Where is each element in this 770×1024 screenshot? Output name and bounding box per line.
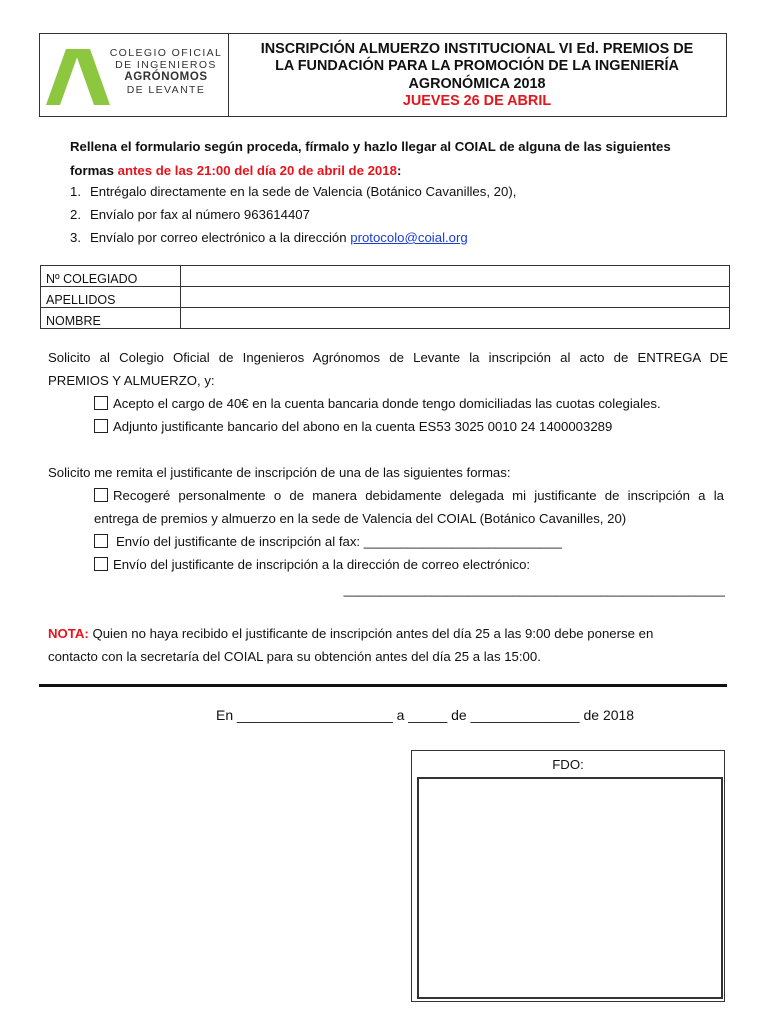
request-line-1: Solicito al Colegio Oficial de Ingenieros Agrónomos de Levante la inscripción al acto de ENTREGA DE: [48, 350, 728, 365]
nota-text-1: Quien no haya recibido el justificante de inscripción antes del día 25 a las 9:00 debe ponerse en: [88, 626, 654, 641]
pickup-option: [94, 484, 724, 507]
charge-checkbox[interactable]: [94, 396, 108, 410]
logo-line-2: DE INGENIEROS: [115, 59, 217, 72]
page-title: [234, 41, 720, 111]
attach-receipt-label: Adjunto justificante bancario del abono en la cuenta ES53 3025 0010 24 1400003289: [113, 419, 613, 434]
request-paragraph: [48, 346, 728, 392]
list-item-number: 1.: [70, 184, 81, 199]
attach-receipt-checkbox[interactable]: [94, 419, 108, 433]
apellidos-field[interactable]: [181, 287, 730, 308]
pickup-checkbox[interactable]: [94, 488, 108, 502]
logo-line-3: AGRÓNOMOS: [124, 71, 208, 84]
list-item-text: Envíalo por fax al número 963614407: [90, 207, 310, 222]
nota-line-2: contacto con la secretaría del COIAL para su obtención antes del día 25 a las 15:00.: [48, 649, 541, 664]
intro-text: [70, 135, 730, 183]
header-divider: [228, 33, 229, 117]
fax-option: [94, 530, 724, 553]
list-item: [70, 226, 730, 249]
logo-mark-left: [46, 49, 80, 105]
list-item: [70, 180, 730, 203]
logo-text: [105, 47, 227, 96]
fax-checkbox[interactable]: [94, 534, 108, 548]
email-option-label: Envío del justificante de inscripción a la dirección de correo electrónico:: [113, 557, 531, 572]
request-line-2: PREMIOS Y ALMUERZO, y:: [48, 373, 215, 388]
table-row: [41, 266, 730, 287]
receipt-intro: Solicito me remita el justificante de inscripción de una de las siguientes formas:: [48, 465, 511, 480]
title-line-3: AGRONÓMICA 2018: [408, 75, 546, 92]
table-row: [41, 308, 730, 329]
intro-line-1: Rellena el formulario según proceda, fírmalo y hazlo llegar al COIAL de alguna de las siguientes: [70, 139, 671, 154]
list-item: [70, 203, 730, 226]
pickup-option-line-2: entrega de premios y almuerzo en la sede de Valencia del COIAL (Botánico Cavanilles, 20): [94, 511, 627, 526]
section-divider: [39, 684, 727, 687]
intro-line-2-end: :: [396, 163, 402, 178]
intro-line-2-start: formas: [70, 163, 118, 178]
logo-line-4: DE LEVANTE: [126, 83, 206, 96]
apellidos-label: APELLIDOS: [41, 287, 181, 308]
charge-option-label: Acepto el cargo de 40€ en la cuenta bancaria donde tengo domiciliadas las cuotas colegiales.: [113, 396, 661, 411]
signature-field[interactable]: [417, 777, 723, 999]
event-date: JUEVES 26 DE ABRIL: [402, 93, 552, 110]
email-blank-line[interactable]: ____________________________________________________: [343, 582, 725, 597]
list-item-number: 2.: [70, 207, 81, 222]
fdo-label: FDO:: [552, 757, 584, 772]
fax-option-label: Envío del justificante de inscripción al fax: ___________________________: [116, 534, 562, 549]
nota-line-1: [48, 622, 728, 645]
table-row: [41, 287, 730, 308]
email-checkbox[interactable]: [94, 557, 108, 571]
delivery-methods-list: [70, 180, 730, 249]
title-line-2: LA FUNDACIÓN PARA LA PROMOCIÓN DE LA INGENIERÍA: [275, 58, 679, 75]
receipt-attach-option: [94, 415, 724, 438]
charge-option: [94, 392, 724, 415]
deadline-text: antes de las 21:00 del día 20 de abril de 2018: [117, 163, 397, 178]
nota-label: NOTA:: [48, 626, 89, 641]
nota-paragraph: [48, 622, 728, 668]
logo-line-1: COLEGIO OFICIAL: [109, 47, 223, 59]
nombre-label: NOMBRE: [41, 308, 181, 329]
place-date-line[interactable]: En ____________________ a _____ de ______________ de 2018: [216, 707, 635, 723]
nombre-field[interactable]: [181, 308, 730, 329]
colegiado-field[interactable]: [181, 266, 730, 287]
title-line-1: INSCRIPCIÓN ALMUERZO INSTITUCIONAL VI Ed. PREMIOS DE: [260, 41, 694, 57]
email-option: [94, 553, 724, 576]
list-item-number: 3.: [70, 230, 81, 245]
pickup-option-label: Recogeré personalmente o de manera debidamente delegada mi justificante de inscripción a la: [113, 488, 724, 503]
colegiado-label: Nº COLEGIADO: [41, 266, 181, 287]
list-item-text: Envíalo por correo electrónico a la dirección: [90, 230, 351, 245]
list-item-text: Entrégalo directamente en la sede de Valencia (Botánico Cavanilles, 20),: [90, 184, 517, 199]
personal-data-table: [40, 265, 730, 329]
email-link[interactable]: protocolo@coial.org: [350, 230, 468, 245]
